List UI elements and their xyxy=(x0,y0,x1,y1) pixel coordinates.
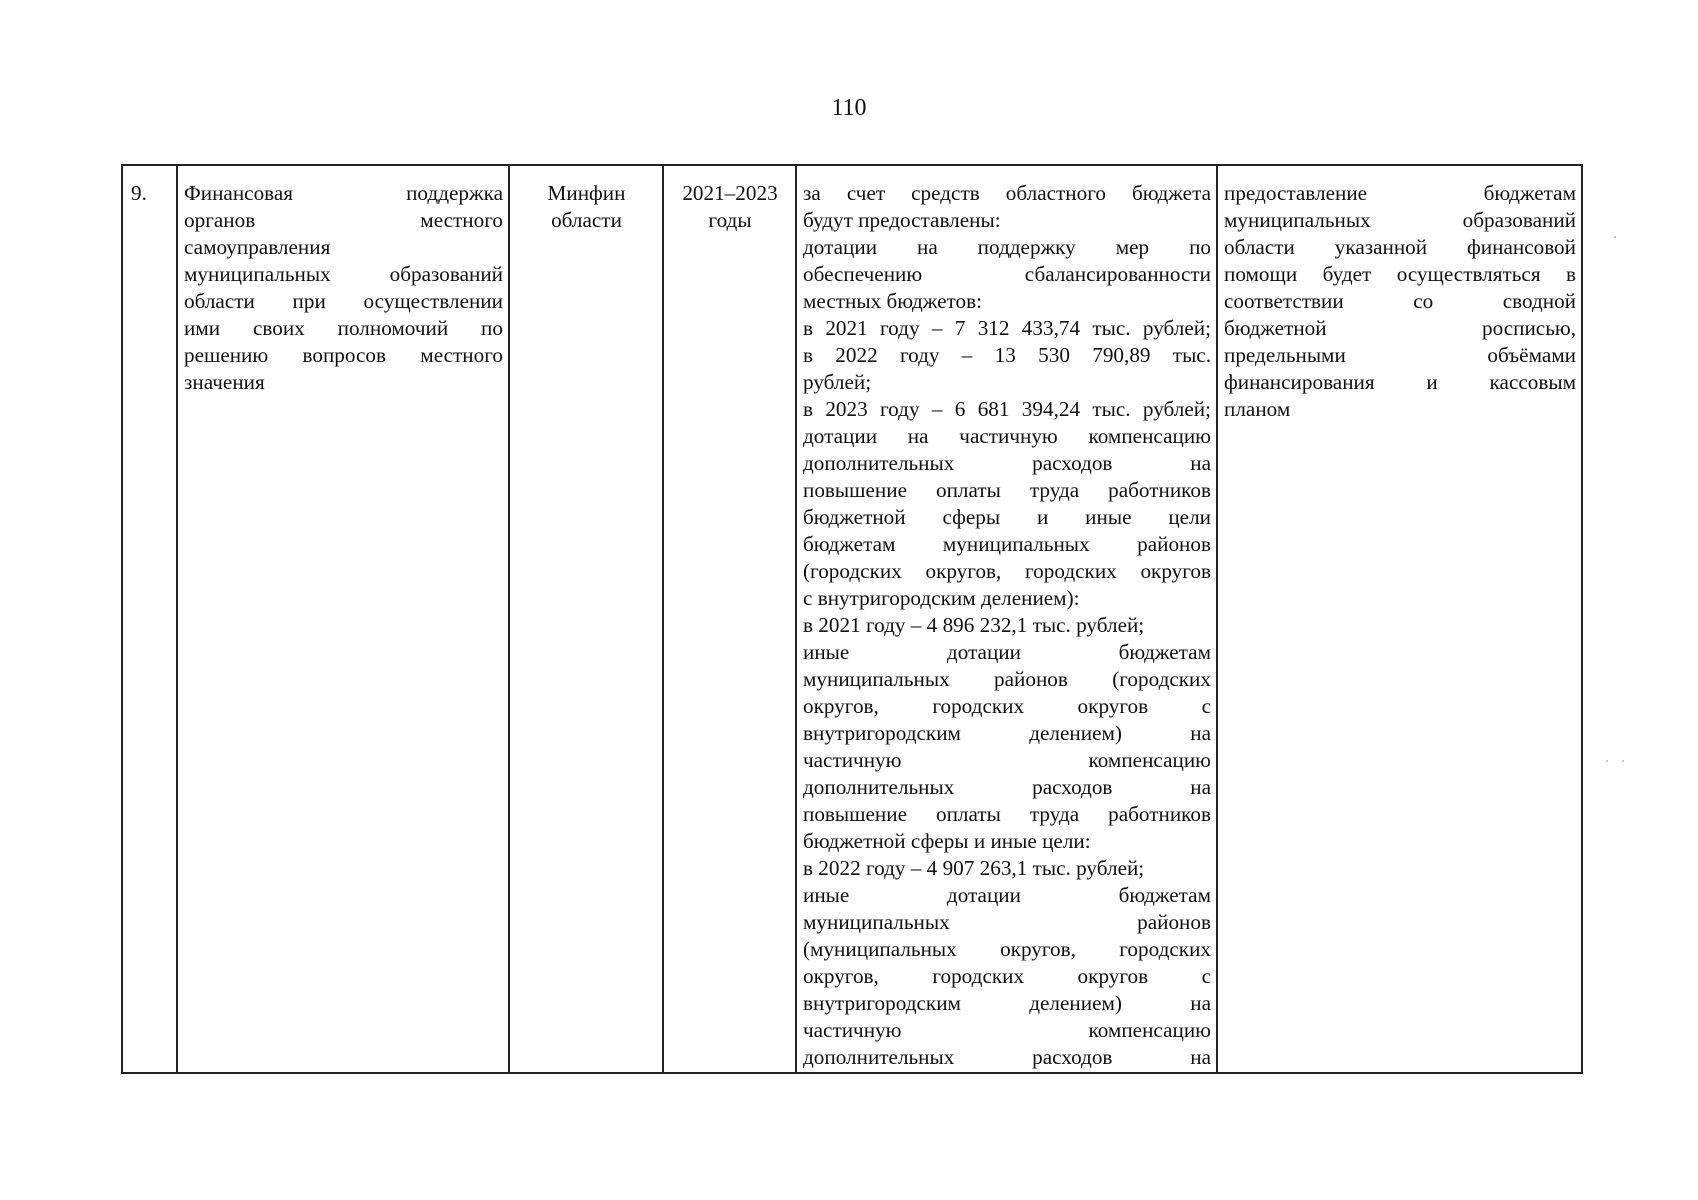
years-line: 2021–2023 xyxy=(682,181,778,205)
measure-name-line: органов местного xyxy=(184,208,503,232)
page-number: 110 xyxy=(831,95,867,121)
result-line: соответствии со сводной xyxy=(1224,289,1576,313)
result-line: бюджетной росписью, xyxy=(1224,316,1576,340)
measure-name-cell xyxy=(177,165,509,1073)
description-line: в 2023 году – 6 681 394,24 тыс. рублей; xyxy=(803,397,1211,421)
description-line: в 2022 году – 13 530 790,89 тыс. xyxy=(803,343,1211,367)
scan-speck xyxy=(1614,236,1616,238)
description-line: (городских округов, городских округов xyxy=(803,559,1211,583)
result-cell xyxy=(1217,165,1582,1073)
description-line: местных бюджетов: xyxy=(803,289,983,313)
description-line: дотации на поддержку мер по xyxy=(803,235,1211,259)
result-line: предоставление бюджетам xyxy=(1224,181,1576,205)
years-cell xyxy=(663,165,796,1073)
description-line: повышение оплаты труда работников xyxy=(803,802,1211,826)
result-line: области указанной финансовой xyxy=(1224,235,1576,259)
description-line: частичную компенсацию xyxy=(803,748,1211,772)
result-line: планом xyxy=(1224,397,1291,421)
executor-line: области xyxy=(551,208,622,232)
description-line: в 2022 году – 4 907 263,1 тыс. рублей; xyxy=(803,856,1145,880)
description-line: округов, городских округов с xyxy=(803,694,1211,718)
description-line: будут предоставлены: xyxy=(803,208,1001,232)
description-line: (муниципальных округов, городских xyxy=(803,937,1211,961)
description-line: рублей; xyxy=(803,370,872,394)
years-line: годы xyxy=(708,208,752,232)
measure-name-line: самоуправления xyxy=(184,235,331,259)
description-line: обеспечению сбалансированности xyxy=(803,262,1211,286)
description-line: муниципальных районов (городских xyxy=(803,667,1211,691)
description-line: иные дотации бюджетам xyxy=(803,640,1211,664)
result-line: предельными объёмами xyxy=(1224,343,1576,367)
result-line: муниципальных образований xyxy=(1224,208,1576,232)
scan-speck xyxy=(1606,760,1608,762)
description-line: повышение оплаты труда работников xyxy=(803,478,1211,502)
measure-name-line: Финансовая поддержка xyxy=(184,181,503,205)
measure-name-line: ими своих полномочий по xyxy=(184,316,503,340)
description-line: округов, городских округов с xyxy=(803,964,1211,988)
description-line: внутригородским делением) на xyxy=(803,721,1211,745)
description-line: бюджетной сферы и иные цели: xyxy=(803,829,1091,853)
description-line: внутригородским делением) на xyxy=(803,991,1211,1015)
executor-line: Минфин xyxy=(547,181,626,205)
description-line: частичную компенсацию xyxy=(803,1018,1211,1042)
measure-name-line: области при осуществлении xyxy=(184,289,503,313)
executor-cell xyxy=(509,165,663,1073)
description-line: с внутригородским делением): xyxy=(803,586,1080,610)
table-row xyxy=(122,165,1582,1073)
description-line: дополнительных расходов на xyxy=(803,775,1211,799)
description-line: в 2021 году – 7 312 433,74 тыс. рублей; xyxy=(803,316,1211,340)
description-line: за счет средств областного бюджета xyxy=(803,181,1211,205)
description-line: иные дотации бюджетам xyxy=(803,883,1211,907)
description-line: бюджетам муниципальных районов xyxy=(803,532,1211,556)
row-number: 9. xyxy=(131,181,147,205)
result-line: помощи будет осуществляться в xyxy=(1224,262,1576,286)
measure-name-line: значения xyxy=(184,370,265,394)
measure-name-line: решению вопросов местного xyxy=(184,343,503,367)
description-line: дополнительных расходов на xyxy=(803,451,1211,475)
result-line: финансирования и кассовым xyxy=(1224,370,1576,394)
description-line: дополнительных расходов на xyxy=(803,1045,1211,1069)
description-cell xyxy=(796,165,1217,1073)
measures-table xyxy=(121,164,1583,1074)
row-number-cell xyxy=(122,165,177,1073)
description-line: дотации на частичную компенсацию xyxy=(803,424,1211,448)
scan-speck xyxy=(1622,760,1624,762)
description-line: муниципальных районов xyxy=(803,910,1211,934)
description-line: в 2021 году – 4 896 232,1 тыс. рублей; xyxy=(803,613,1145,637)
description-line: бюджетной сферы и иные цели xyxy=(803,505,1211,529)
measure-name-line: муниципальных образований xyxy=(184,262,503,286)
